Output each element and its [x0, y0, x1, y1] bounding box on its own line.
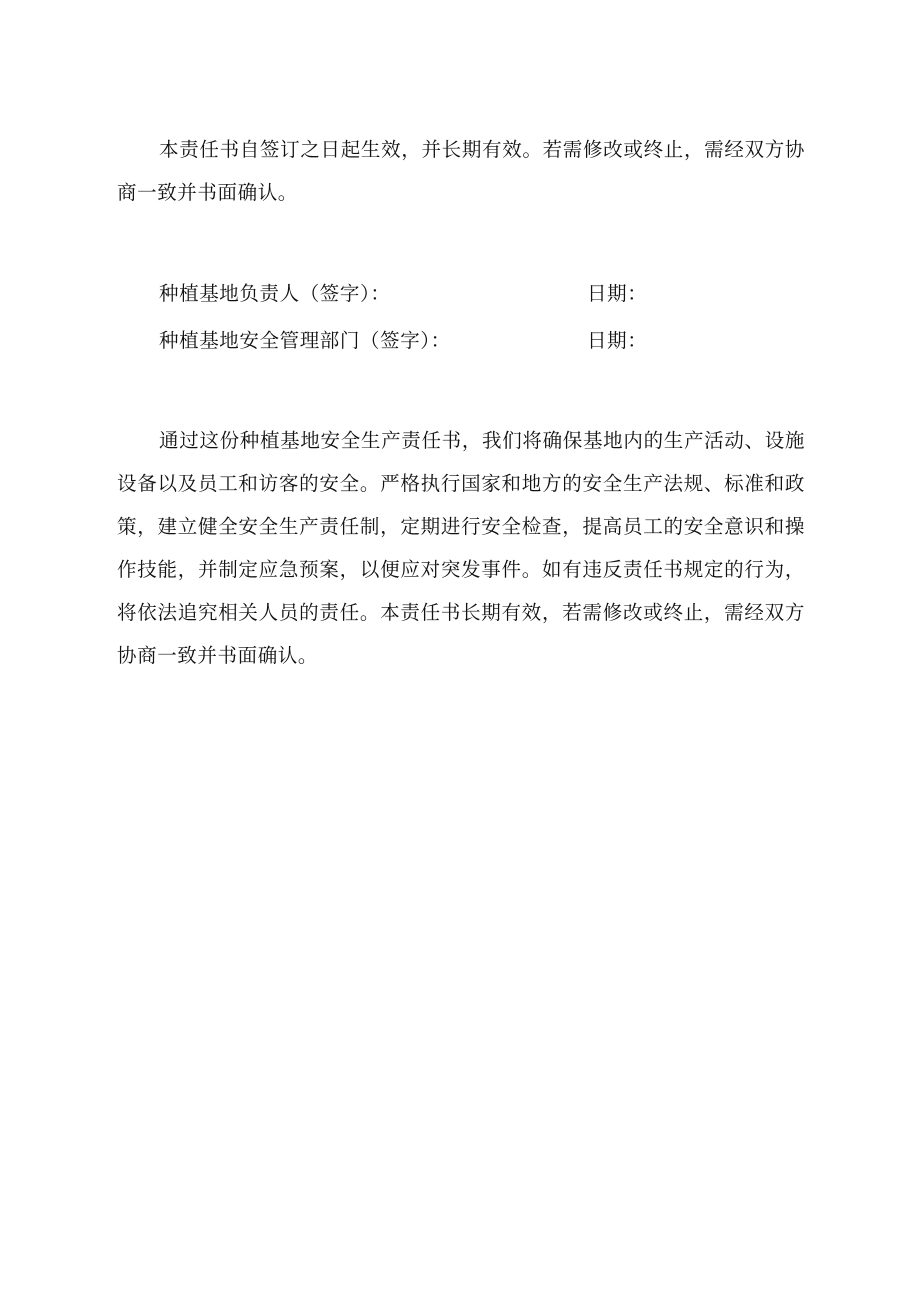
date-label-base-manager: 日期：	[587, 282, 648, 305]
date-label-safety-department: 日期：	[587, 329, 648, 352]
signature-label-safety-department: 种植基地安全管理部门（签字）：	[159, 329, 451, 352]
effective-clause-paragraph: 本责任书自签订之日起生效，并长期有效。若需修改或终止，需经双方协商一致并书面确认。	[117, 138, 805, 204]
signature-row-safety-department	[159, 326, 679, 356]
summary-paragraph: 通过这份种植基地安全生产责任书，我们将确保基地内的生产活动、设施设备以及员工和访客的安全。严格执行国家和地方的安全生产法规、标准和政策，建立健全安全生产责任制，定期进行安全检查，提高员工的安全意识和操作技能，并制定应急预案，以便应对突发事件。如有违反责任书规定的行为，将依法追究相关人员的责任。本责任书长期有效，若需修改或终止，需经双方协商一致并书面确认。	[117, 429, 805, 667]
signature-label-base-manager: 种植基地负责人（签字）：	[159, 282, 391, 305]
signature-row-base-manager	[159, 279, 679, 309]
